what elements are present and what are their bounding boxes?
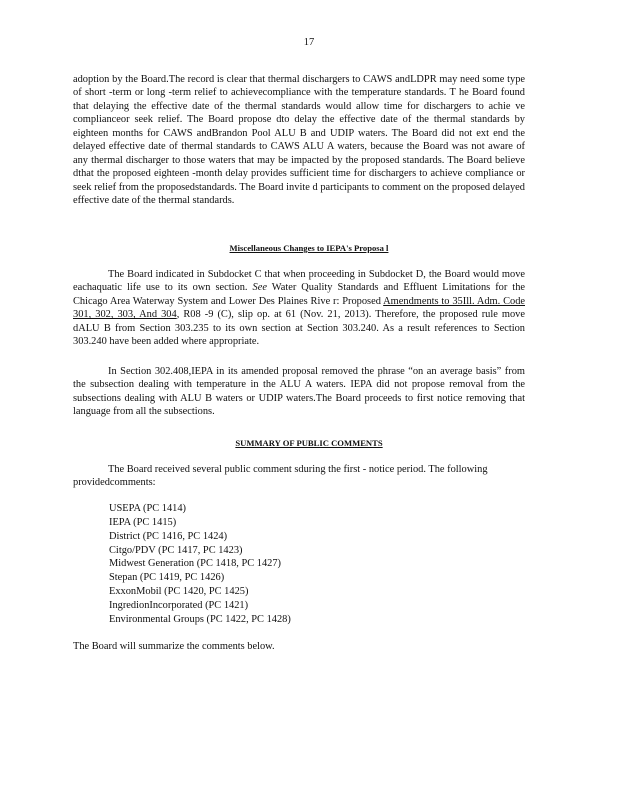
- heading-text: Miscellaneous Changes to IEPA's Proposa l: [229, 243, 389, 253]
- citation-see: See: [252, 282, 267, 294]
- list-item: District (PC 1416, PC 1424): [109, 530, 228, 542]
- heading-text: SUMMARY OF PUBLIC COMMENTS: [235, 438, 383, 448]
- paragraph-thermal-delay: [73, 73, 525, 208]
- text-part: , R08 -9 (C), slip op. at 61 (Nov. 21, 2013). Therefore, the proposed rule move dALU B from Section 303.235 to its own section at Section 303.240. As a result references to Section 303.240 have been added where appropriate.: [73, 309, 525, 348]
- citation-title: Amendments to 35Ill. Adm. Code 301, 302, 303, And 304: [73, 295, 525, 321]
- list-item: Citgo/PDV (PC 1417, PC 1423): [109, 544, 243, 556]
- comment-list: [109, 502, 291, 627]
- section-heading-summary: [0, 438, 618, 448]
- list-item: USEPA (PC 1414): [109, 503, 186, 514]
- paragraph-text: [73, 268, 525, 349]
- text-part: Water Quality Standards and Effluent Limitations for the Chicago Area Waterway System and Lower Des Plaines Rive r: Proposed: [73, 282, 525, 307]
- list-item: Stepan (PC 1419, PC 1426): [109, 572, 225, 584]
- paragraph-public-comments: [73, 463, 525, 490]
- list-item: Environmental Groups (PC 1422, PC 1428): [109, 613, 291, 625]
- section-heading-miscellaneous: [0, 243, 618, 253]
- paragraph-subdocket: [73, 268, 525, 349]
- paragraph-text: adoption by the Board.The record is clear that thermal dischargers to CAWS andLDPR may need some type of short -term or long -term relief to achievecompliance with the temperature standards. T he Board found that delaying the effective date of the thermal standards would allow time for dischargers to achie ve complianceor seek relief. The Board propose dto delay the effective date of the thermal standards by eighteen months for CAWS andBrandon Pool ALU B and UDIP waters. The Board did not ext end the delayed effective date of thermal standards to CAWS ALU A waters, because the Board was not aware of any thermal discharger to those waters that may be impacted by the proposed standards. The Board believe dthat the proposed eighteen -month delay provides sufficient time for dischargers to achieve compliance or seek relief from the proposedstandards. The Board invite d participants to comment on the proposed delayed effective date of the thermal standards.: [73, 74, 525, 207]
- paragraph-text: In Section 302.408,IEPA in its amended proposal removed the phrase “on an average basis” from the subsection dealing with temperature in the ALU A waters. IEPA did not propose removal from the subsections dealing with ALU B waters or UDIP waters.The Board proceeds to first notice removing that language from all the subsections.: [73, 366, 525, 418]
- list-item: Midwest Generation (PC 1418, PC 1427): [109, 558, 282, 570]
- paragraph-text: The Board received several public comment sduring the first - notice period. The following providedcomments:: [73, 464, 488, 489]
- paragraph-section-302408: [73, 365, 525, 419]
- list-item: IngredionIncorporated (PC 1421): [109, 599, 249, 611]
- text-part: The Board indicated in Subdocket C that when proceeding in Subdocket D, the Board would move eachaquatic life use to its own section.: [73, 269, 525, 294]
- closing-sentence: The Board will summarize the comments below.: [73, 641, 275, 652]
- list-item: ExxonMobil (PC 1420, PC 1425): [109, 586, 249, 598]
- list-item: IEPA (PC 1415): [109, 516, 177, 528]
- page-number: 17: [303, 37, 315, 48]
